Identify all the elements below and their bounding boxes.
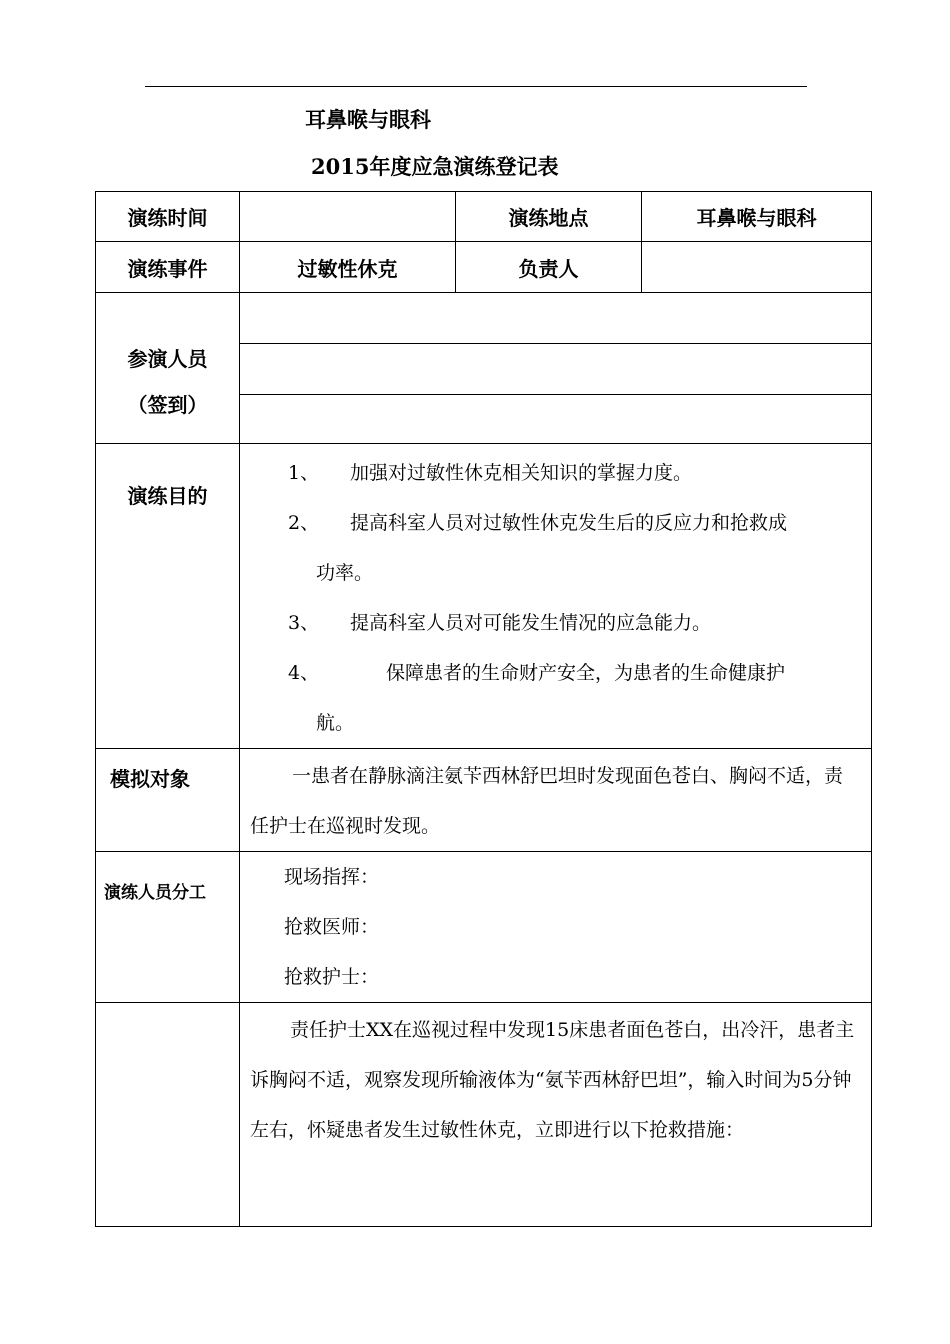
drill-registration-table: [95, 191, 872, 1227]
drill-time-field[interactable]: [240, 192, 456, 242]
drill-location-value: 耳鼻喉与眼科: [642, 192, 872, 242]
person-in-charge-label: 负责人: [456, 242, 642, 293]
list-item: [288, 448, 861, 498]
table-row: [96, 749, 872, 852]
department-heading: 耳鼻喉与眼科: [305, 108, 431, 132]
role-physician: 抢救医师：: [284, 916, 380, 938]
drill-event-label: 演练事件: [96, 242, 240, 293]
list-item: [288, 648, 861, 698]
list-item-continuation: 航。: [316, 712, 355, 734]
roles-label: 演练人员分工: [96, 852, 240, 1003]
purpose-label: 演练目的: [96, 444, 240, 749]
purpose-list: [240, 444, 872, 749]
participant-sign-field[interactable]: [240, 293, 872, 344]
participant-sign-field[interactable]: [240, 395, 872, 444]
table-row: [96, 1003, 872, 1227]
list-number: 2、: [288, 512, 320, 534]
form-title: 2015年度应急演练登记表: [311, 154, 559, 179]
list-item: [288, 598, 861, 648]
process-text: 责任护士XX在巡视过程中发现15床患者面色苍白，出冷汗，患者主诉胸闷不适，观察发现所输液体为“氨苄西林舒巴坦”，输入时间为5分钟左右，怀疑患者发生过敏性休克，立即进行以下抢救措施：: [240, 1003, 872, 1227]
role-nurse: 抢救护士：: [284, 966, 380, 988]
list-number: 3、: [288, 612, 320, 634]
scenario-text: 一患者在静脉滴注氨苄西林舒巴坦时发现面色苍白、胸闷不适，责任护士在巡视时发现。: [240, 749, 872, 852]
table-row: [96, 192, 872, 242]
list-text: 保障患者的生命财产安全，为患者的生命健康护: [386, 662, 786, 684]
person-in-charge-field[interactable]: [642, 242, 872, 293]
table-row: [96, 852, 872, 1003]
list-text: 提高科室人员对过敏性休克发生后的反应力和抢救成: [350, 512, 788, 534]
participants-label-line1: 参演人员: [127, 347, 208, 371]
roles-list: [240, 852, 872, 1003]
role-commander: 现场指挥：: [284, 866, 380, 888]
participants-label: [96, 293, 240, 444]
drill-location-label: 演练地点: [456, 192, 642, 242]
process-label-cell: [96, 1003, 240, 1227]
table-row: [96, 444, 872, 749]
table-row: [96, 242, 872, 293]
list-item: [288, 498, 861, 548]
list-text: 提高科室人员对可能发生情况的应急能力。: [350, 612, 712, 634]
drill-event-value: 过敏性休克: [240, 242, 456, 293]
participants-label-line2: （签到）: [127, 393, 208, 417]
scenario-label: 模拟对象: [96, 749, 240, 852]
header-rule: [145, 86, 807, 87]
list-item-continuation: 功率。: [316, 562, 374, 584]
list-number: 1、: [288, 462, 320, 484]
participant-sign-field[interactable]: [240, 344, 872, 395]
drill-time-label: 演练时间: [96, 192, 240, 242]
table-row: [96, 293, 872, 344]
list-number: 4、: [288, 662, 320, 684]
list-text: 加强对过敏性休克相关知识的掌握力度。: [350, 462, 693, 484]
